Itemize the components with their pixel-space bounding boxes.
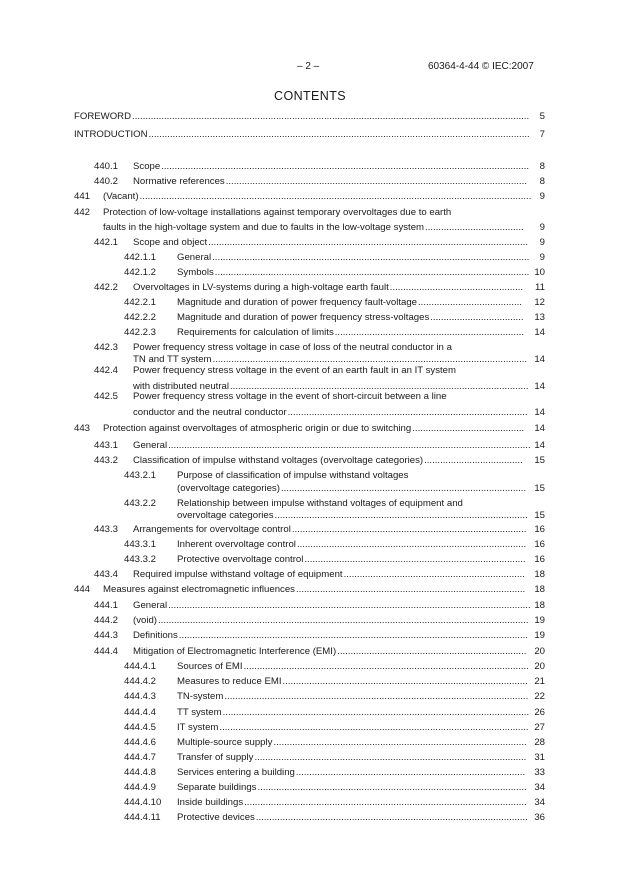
page-title: CONTENTS xyxy=(274,89,346,103)
toc-leader-dots: ............................................................................................... xyxy=(273,737,527,748)
toc-page-number: 20 xyxy=(534,661,545,672)
toc-entry-title: General xyxy=(177,252,212,263)
toc-entry-number: 443.2 xyxy=(94,455,119,466)
toc-page-number: 15 xyxy=(534,455,545,466)
toc-entry-number: 442.2.1 xyxy=(124,297,157,308)
toc-page-number: 8 xyxy=(539,176,545,187)
toc-page-number: 18 xyxy=(534,584,545,595)
toc-page-number: 12 xyxy=(534,297,545,308)
toc-entry-number: 443.1 xyxy=(94,440,119,451)
toc-leader-dots: .......................................................................................... xyxy=(287,407,528,418)
toc-entry-number: 442.1.2 xyxy=(124,267,157,278)
toc-leader-dots: .................................................................................................................... xyxy=(219,722,529,733)
toc-page-number: 14 xyxy=(534,354,545,365)
toc-entry-title: General xyxy=(133,600,168,611)
toc-leader-dots: ................................................................................................................................................... xyxy=(139,191,532,202)
toc-entry-number: 444.1 xyxy=(94,600,119,611)
toc-entry-title: Inside buildings xyxy=(177,797,244,808)
toc-leader-dots: ....................................... xyxy=(418,297,522,308)
toc-leader-dots: .......................................................................................................... xyxy=(244,797,527,808)
toc-entry-title: Overvoltages in LV-systems during a high-voltage earth fault xyxy=(133,282,389,293)
toc-leader-dots: ........................................................................................................................................... xyxy=(158,615,529,626)
toc-leader-dots: ........................................................................................................................ xyxy=(208,237,529,248)
toc-entry-title: overvoltage categories xyxy=(177,510,274,521)
toc-entry-title: Requirements for calculation of limits xyxy=(177,327,334,338)
toc-leader-dots: ..................................................................................................................................................... xyxy=(132,111,530,122)
toc-entry-number: 442.3 xyxy=(94,342,119,353)
toc-page-number: 9 xyxy=(539,191,545,202)
toc-entry-number: 444.3 xyxy=(94,630,119,641)
toc-leader-dots: ................................... xyxy=(430,312,524,323)
toc-entry-number: 444.4.4 xyxy=(124,707,157,718)
toc-entry-number: 442.2.2 xyxy=(124,312,157,323)
toc-leader-dots: ............................................................................................................................................... xyxy=(148,129,530,140)
toc-entry-number: 444.4.6 xyxy=(124,737,157,748)
toc-entry-title: Protection against overvoltages of atmospheric origin or due to switching xyxy=(103,423,412,434)
toc-entry-title: Protective overvoltage control xyxy=(177,554,304,565)
toc-page-number: 20 xyxy=(534,646,545,657)
page-number: – 2 – xyxy=(297,61,320,72)
toc-page-number: 18 xyxy=(534,600,545,611)
toc-leader-dots: ...................................................................................................... xyxy=(255,812,528,823)
toc-page-number: 27 xyxy=(534,722,545,733)
toc-leader-dots: ...................................................................................................................... xyxy=(214,267,530,278)
document-id: 60364-4-44 © IEC:2007 xyxy=(428,61,534,72)
toc-leader-dots: ................................................................................................................. xyxy=(225,176,527,187)
toc-page-number: 16 xyxy=(534,524,545,535)
toc-entry-number: 443.3.2 xyxy=(124,554,157,565)
toc-entry-title: Multiple-source supply xyxy=(177,737,273,748)
toc-leader-dots: ..................................... xyxy=(425,222,524,233)
toc-leader-dots: ........................................................................................................... xyxy=(243,661,529,672)
toc-leader-dots: ........................................................................................................................................ xyxy=(168,600,531,611)
toc-page-number: 8 xyxy=(539,161,545,172)
toc-entry-number: 444.4.7 xyxy=(124,752,157,763)
toc-entry-title: Protective devices xyxy=(177,812,255,823)
toc-leader-dots: ....................................................................... xyxy=(334,327,525,338)
toc-page-number: 14 xyxy=(534,327,545,338)
toc-leader-dots: .................................................................... xyxy=(343,569,525,580)
toc-page-number: 10 xyxy=(534,267,545,278)
toc-entry-number: 440.1 xyxy=(94,161,119,172)
toc-entry-title: (void) xyxy=(133,615,157,626)
toc-entry-title: Inherent overvoltage control xyxy=(177,539,296,550)
toc-entry-title: Power frequency stress voltage in the event of an earth fault in an IT system xyxy=(133,365,456,376)
toc-entry-title: Symbols xyxy=(177,267,214,278)
toc-entry-number: 444.4.8 xyxy=(124,767,157,778)
toc-entry-title: Transfer of supply xyxy=(177,752,254,763)
toc-entry-title: INTRODUCTION xyxy=(74,129,148,140)
toc-page-number: 14 xyxy=(534,381,545,392)
toc-entry-title: Separate buildings xyxy=(177,782,257,793)
toc-entry-number: 443.2.2 xyxy=(124,498,157,509)
toc-entry-number: 443 xyxy=(74,423,91,434)
toc-entry-title: conductor and the neutral conductor xyxy=(133,407,287,418)
toc-page-number: 16 xyxy=(534,554,545,565)
toc-entry-number: 444.4.9 xyxy=(124,782,157,793)
toc-leader-dots: ..................................... xyxy=(424,455,523,466)
toc-entry-number: 444 xyxy=(74,584,91,595)
toc-page-number: 19 xyxy=(534,630,545,641)
toc-entry-title: Arrangements for overvoltage control xyxy=(133,524,291,535)
toc-page-number: 15 xyxy=(534,483,545,494)
toc-leader-dots: ................................................................................................................................... xyxy=(178,630,528,641)
toc-entry-title: Magnitude and duration of power frequency stress-voltages xyxy=(177,312,430,323)
toc-page-number: 14 xyxy=(534,407,545,418)
toc-page-number: 16 xyxy=(534,539,545,550)
toc-page-number: 18 xyxy=(534,569,545,580)
toc-page-number: 13 xyxy=(534,312,545,323)
toc-entry-number: 444.4.10 xyxy=(124,797,162,808)
toc-entry-title: (Vacant) xyxy=(103,191,139,202)
toc-page-number: 14 xyxy=(534,423,545,434)
toc-entry-title: Magnitude and duration of power frequency fault-voltage xyxy=(177,297,417,308)
toc-page-number: 7 xyxy=(539,129,545,140)
toc-page-number: 36 xyxy=(534,812,545,823)
toc-entry-number: 444.4 xyxy=(94,646,119,657)
toc-leader-dots: ............................................................................................ xyxy=(280,483,527,494)
toc-entry-number: 442 xyxy=(74,207,91,218)
toc-entry-title: with distributed neutral xyxy=(133,381,229,392)
toc-entry-number: 440.2 xyxy=(94,176,119,187)
toc-leader-dots: ....................................................................................................................... xyxy=(212,252,530,263)
toc-page-number: 19 xyxy=(534,615,545,626)
toc-page-number: 28 xyxy=(534,737,545,748)
toc-entry-title: Power frequency stress voltage in the event of short-circuit between a line xyxy=(133,391,447,402)
toc-entry-title: Protection of low-voltage installations against temporary overvoltages due to earth xyxy=(103,207,452,218)
toc-entry-number: 442.5 xyxy=(94,391,119,402)
toc-leader-dots: .................................................................................................................. xyxy=(224,691,529,702)
toc-leader-dots: ................................................................................................................ xyxy=(230,381,529,392)
toc-entry-title: faults in the high-voltage system and due to faults in the low-voltage system xyxy=(103,222,425,233)
toc-page-number: 14 xyxy=(534,440,545,451)
toc-page-number: 31 xyxy=(534,752,545,763)
toc-entry-number: 441 xyxy=(74,191,91,202)
toc-page-number: 9 xyxy=(539,222,545,233)
toc-leader-dots: ..................................................................................................... xyxy=(257,782,527,793)
toc-entry-number: 443.3.1 xyxy=(124,539,157,550)
toc-leader-dots: .......................................................................................................................................... xyxy=(161,161,530,172)
toc-leader-dots: ...................................................................................... xyxy=(295,767,526,778)
toc-entry-number: 443.3 xyxy=(94,524,119,535)
toc-leader-dots: ...................................................................................... xyxy=(296,539,527,550)
toc-entry-title: Required impulse withstand voltage of equipment xyxy=(133,569,343,580)
toc-entry-title: TN-system xyxy=(177,691,224,702)
toc-entry-title: Definitions xyxy=(133,630,178,641)
toc-entry-number: 442.1.1 xyxy=(124,252,157,263)
toc-entry-title: Services entering a building xyxy=(177,767,295,778)
toc-entry-title: Sources of EMI xyxy=(177,661,243,672)
toc-entry-title: Scope xyxy=(133,161,161,172)
toc-entry-title: IT system xyxy=(177,722,219,733)
toc-entry-title: TN and TT system xyxy=(133,354,212,365)
toc-leader-dots: ...................................................................................... xyxy=(295,584,526,595)
toc-entry-number: 443.4 xyxy=(94,569,119,580)
toc-entry-number: 443.2.1 xyxy=(124,470,157,481)
toc-leader-dots: ...................................................................................................................... xyxy=(212,354,528,365)
toc-page-number: 9 xyxy=(539,237,545,248)
toc-leader-dots: ............................................................................................ xyxy=(282,676,528,687)
toc-entry-title: Mitigation of Electromagnetic Interference (EMI) xyxy=(133,646,337,657)
toc-leader-dots: .......................................... xyxy=(412,423,525,434)
toc-entry-title: Classification of impulse withstand voltages (overvoltage categories) xyxy=(133,455,424,466)
toc-entry-title: Normative references xyxy=(133,176,225,187)
toc-leader-dots: .................................................. xyxy=(389,282,524,293)
toc-entry-title: Power frequency stress voltage in case of loss of the neutral conductor in a xyxy=(133,342,452,353)
toc-entry-title: Relationship between impulse withstand voltages of equipment and xyxy=(177,498,463,509)
toc-page-number: 9 xyxy=(539,252,545,263)
toc-entry-number: 444.2 xyxy=(94,615,119,626)
toc-page-number: 11 xyxy=(535,282,545,293)
toc-page-number: 21 xyxy=(534,676,545,687)
toc-page-number: 34 xyxy=(534,782,545,793)
toc-entry-title: Measures against electromagnetic influences xyxy=(103,584,295,595)
toc-entry-number: 442.2 xyxy=(94,282,119,293)
toc-entry-title: (overvoltage categories) xyxy=(177,483,280,494)
toc-page-number: 15 xyxy=(534,510,545,521)
toc-entry-title: Scope and object xyxy=(133,237,208,248)
toc-entry-title: Purpose of classification of impulse withstand voltages xyxy=(177,470,409,481)
toc-entry-number: 444.4.3 xyxy=(124,691,157,702)
toc-leader-dots: ................................................................................................................... xyxy=(222,707,530,718)
toc-page-number: 22 xyxy=(534,691,545,702)
toc-leader-dots: ................................................................................... xyxy=(304,554,526,565)
toc-entry-number: 444.4.2 xyxy=(124,676,157,687)
toc-leader-dots: ...................................................................................................... xyxy=(254,752,527,763)
toc-entry-title: TT system xyxy=(177,707,222,718)
toc-entry-number: 442.1 xyxy=(94,237,119,248)
toc-entry-number: 444.4.11 xyxy=(124,812,161,823)
toc-entry-title: Measures to reduce EMI xyxy=(177,676,282,687)
toc-entry-number: 442.2.3 xyxy=(124,327,157,338)
toc-entry-number: 442.4 xyxy=(94,365,119,376)
toc-page-number: 33 xyxy=(534,767,545,778)
toc-entry-number: 444.4.1 xyxy=(124,661,157,672)
toc-entry-title: General xyxy=(133,440,168,451)
toc-page-number: 5 xyxy=(539,111,545,122)
toc-leader-dots: ............................................................................................... xyxy=(274,510,528,521)
toc-leader-dots: ........................................................................................................................................ xyxy=(168,440,531,451)
toc-entry-number: 444.4.5 xyxy=(124,722,157,733)
toc-leader-dots: ....................................................................... xyxy=(337,646,527,657)
toc-leader-dots: ........................................................................................ xyxy=(291,524,527,535)
toc-page-number: 34 xyxy=(534,797,545,808)
toc-page-number: 26 xyxy=(534,707,545,718)
toc-entry-title: FOREWORD xyxy=(74,111,132,122)
